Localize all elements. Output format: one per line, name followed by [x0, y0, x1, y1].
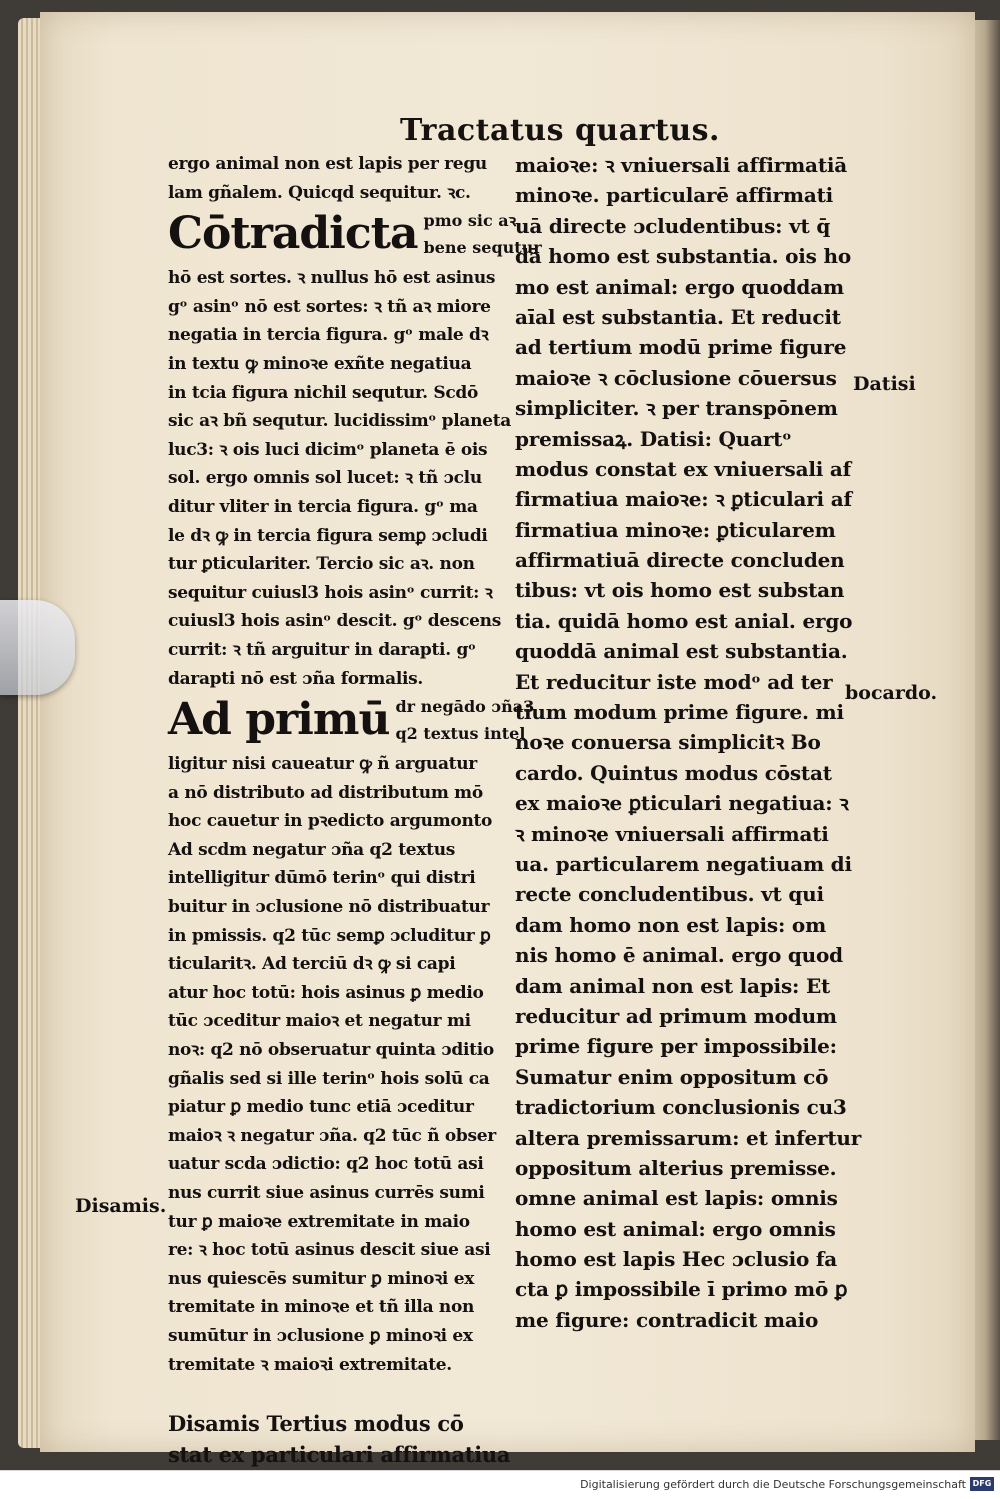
- text-line: maioꝛ ꝛ negatur ɔña. q2 tūc ñ obser: [168, 1125, 496, 1146]
- text-line: homo est animal: ergo omnis: [515, 1216, 836, 1241]
- text-line: prime figure per impossibile:: [515, 1034, 837, 1059]
- side-text: [395, 693, 534, 747]
- text-line: ditur vliter in tercia figura. gᵒ ma: [168, 496, 478, 517]
- text-line: nus quiescēs sumitur ꝑ minoꝛi ex: [168, 1268, 475, 1289]
- text-line: me figure: contradicit maio: [515, 1307, 819, 1332]
- text-line: premissaꝝ. Datisi: Quartᵒ: [515, 426, 792, 451]
- text-line: a nō distributo ad distributum mō: [168, 782, 483, 803]
- text-line: tium modum prime figure. mi: [515, 700, 844, 725]
- text-line: uā directe ɔcludentibus: vt q̄: [515, 213, 831, 238]
- text-line: sumūtur in ɔclusione ꝑ minoꝛi ex: [168, 1325, 473, 1346]
- text-line: reducitur ad primum modum: [515, 1003, 837, 1028]
- text-line: ligitur nisi caueatur ꝙ ñ arguatur: [168, 754, 477, 775]
- text-line: ticularitꝛ. Ad terciū dꝛ ꝙ si capi: [168, 954, 456, 975]
- text-line: in textu ꝙ minoꝛe exñte negatiua: [168, 353, 472, 374]
- text-line: gñalis sed si ille terinᵒ hois solū ca: [168, 1068, 490, 1089]
- text-line: omne animal est lapis: omnis: [515, 1186, 838, 1211]
- text-line: in pmissis. q2 tūc semꝑ ɔcluditur ꝑ: [168, 925, 491, 946]
- text-line: ꝛ minoꝛe vniuersali affirmati: [515, 821, 829, 846]
- text-line: ergo animal non est lapis per regu: [168, 154, 487, 174]
- text-line: tūc ɔceditur maioꝛ et negatur mi: [168, 1011, 471, 1032]
- text-line: Disamis Tertius modus cō: [168, 1411, 464, 1437]
- text-line: dā homo est substantia. ois ho: [515, 244, 851, 269]
- initial-word: Cōtradicta: [168, 208, 418, 260]
- text-line: Et reducitur iste modᵒ ad ter: [515, 669, 833, 694]
- running-head: Tractatus quartus.: [400, 113, 720, 148]
- text-line: tur ꝑ maioꝛe extremitate in maio: [168, 1211, 470, 1232]
- text-line: firmatiua minoꝛe: ꝑticularem: [515, 517, 836, 542]
- text-line: nis homo ē animal. ergo quod: [515, 943, 843, 968]
- footer-bar: [0, 1470, 1000, 1499]
- text-line: intelligitur dūmō terinᵒ qui distri: [168, 868, 476, 889]
- text-line: simpliciter. ꝛ per transpōnem: [515, 396, 838, 421]
- text-line: maioꝛe: ꝛ vniuersali affirmatiā: [515, 153, 848, 177]
- text-line: hoc cauetur in pꝛedicto argumonto: [168, 811, 493, 832]
- text-line: affirmatiuā directe concluden: [515, 548, 845, 573]
- text-line: negatia in tercia figura. gᵒ male dꝛ: [168, 325, 489, 346]
- text-line: ex maioꝛe ꝑticulari negatiua: ꝛ: [515, 791, 849, 816]
- text-line: altera premissarum: et infertur: [515, 1125, 862, 1150]
- text-line: in tcia figura nichil sequtur. Scdō: [168, 382, 479, 403]
- margin-note-bocardo: bocardo.: [845, 682, 938, 704]
- text-line: tia. quidā homo est anial. ergo: [515, 608, 853, 633]
- text-line: re: ꝛ hoc totū asinus descit siue asi: [168, 1240, 491, 1261]
- initial-word: Ad primū: [168, 694, 390, 746]
- side-line: dr negādo ɔña3: [395, 697, 535, 717]
- text-line: buitur in ɔclusione nō distribuatur: [168, 897, 490, 918]
- text-line: tremitate ꝛ maioꝛi extremitate.: [168, 1354, 452, 1375]
- side-line: bene sequtur: [423, 238, 542, 258]
- text-line: piatur ꝑ medio tunc etiā ɔceditur: [168, 1097, 474, 1118]
- text-line: nus currit siue asinus currēs sumi: [168, 1183, 485, 1203]
- ad-primu-heading: [168, 693, 535, 750]
- footer-credit: Digitalisierung gefördert durch die Deutsche Forschungsgemeinschaft: [580, 1478, 966, 1491]
- text-line: tremitate in minoꝛe et tñ illa non: [168, 1297, 475, 1318]
- text-line: le dꝛ ꝙ in tercia figura semꝑ ɔcludi: [168, 525, 488, 546]
- text-line: lam gñalem. Quicqd sequitur. ꝛc.: [168, 182, 471, 203]
- text-line: oppositum alterius premisse.: [515, 1155, 837, 1180]
- text-line: tibus: vt ois homo est substan: [515, 578, 845, 603]
- text-line: hō est sortes. ꝛ nullus hō est asinus: [168, 268, 496, 289]
- text-line: maioꝛe ꝛ cōclusione cōuersus: [515, 365, 837, 390]
- text-line: recte concludentibus. vt qui: [515, 882, 824, 907]
- text-line: homo est lapis Hec ɔclusio fa: [515, 1247, 838, 1272]
- text-line: noꝛ: q2 nō obseruatur quinta ɔditio: [168, 1040, 494, 1061]
- paragraph-gap: [168, 1379, 508, 1409]
- text-line: gᵒ asinᵒ nō est sortes: ꝛ tñ aꝛ miore: [168, 296, 491, 317]
- text-line: uatur scda ɔdictio: q2 hoc totū asi: [168, 1154, 484, 1175]
- text-line: modus constat ex vniuersali af: [515, 456, 852, 481]
- text-line: dam animal non est lapis: Et: [515, 973, 831, 998]
- text-line: sequitur cuiusl3 hois asinᵒ currit: ꝛ: [168, 582, 493, 603]
- side-line: pmo sic aꝛ.: [423, 211, 522, 231]
- text-line: stat ex particulari affirmatiua: [168, 1441, 511, 1467]
- contradicta-heading: [168, 207, 542, 264]
- side-line: q2 textus intel: [395, 724, 526, 744]
- text-line: firmatiua maioꝛe: ꝛ ꝑticulari af: [515, 487, 852, 512]
- text-line: tur ꝑticulariter. Tercio sic aꝛ. non: [168, 554, 475, 575]
- text-line: aīal est substantia. Et reducit: [515, 304, 841, 329]
- text-line: cuiusl3 hois asinᵒ descit. gᵒ descens: [168, 611, 502, 632]
- text-line: dam homo non est lapis: om: [515, 912, 827, 937]
- text-line: darapti nō est ɔña formalis.: [168, 668, 424, 689]
- text-line: Sumatur enim oppositum cō: [515, 1064, 829, 1089]
- text-line: tradictorium conclusionis cu3: [515, 1095, 847, 1120]
- left-column: [168, 150, 542, 1470]
- text-line: sol. ergo omnis sol lucet: ꝛ tñ ɔclu: [168, 468, 482, 489]
- text-line: atur hoc totū: hois asinus ꝑ medio: [168, 982, 484, 1003]
- text-line: cta ꝑ impossibile ī primo mō ꝑ: [515, 1277, 848, 1302]
- page-clip: [0, 600, 75, 695]
- text-line: ad tertium modū prime figure: [515, 335, 847, 360]
- text-line: cardo. Quintus modus cōstat: [515, 760, 832, 785]
- text-line: noꝛe conuersa simplicitꝛ Bo: [515, 730, 821, 755]
- text-line: sic aꝛ bñ sequtur. lucidissimᵒ planeta: [168, 411, 511, 432]
- text-line: minoꝛe. particularē affirmati: [515, 183, 834, 208]
- dfg-logo: DFG: [970, 1477, 994, 1491]
- text-line: mo est animal: ergo quoddam: [515, 274, 844, 299]
- margin-note-datisi: Datisi: [853, 373, 916, 395]
- text-line: quoddā animal est substantia.: [515, 639, 848, 664]
- right-column: [515, 150, 862, 1335]
- text-line: Ad scdm negatur ɔña q2 textus: [168, 839, 456, 860]
- text-line: luc3: ꝛ ois luci dicimᵒ planeta ē ois: [168, 439, 488, 460]
- margin-note-disamis: Disamis.: [75, 1195, 167, 1217]
- text-line: currit: ꝛ tñ arguitur in darapti. gᵒ: [168, 639, 476, 660]
- text-line: ua. particularem negatiuam di: [515, 851, 852, 876]
